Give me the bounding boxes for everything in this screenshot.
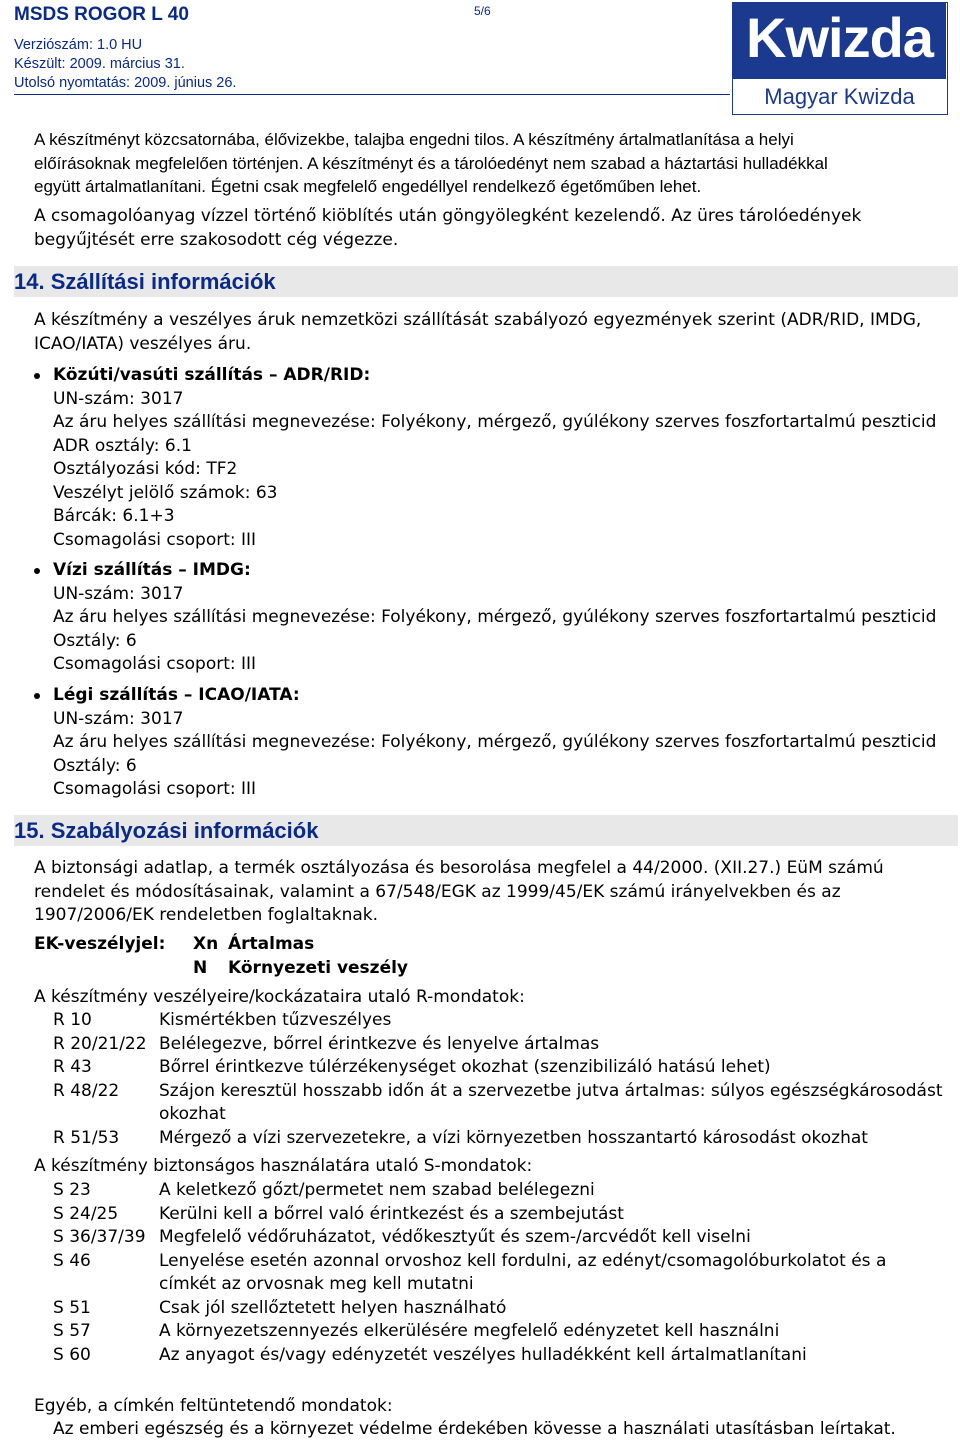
bullet-icon — [34, 373, 40, 379]
packing-group: Csomagolási csoport: III — [53, 654, 257, 674]
r-phrase-text: Belélegezve, bőrrel érintkezve és lenyelve ártalmas — [159, 1033, 600, 1054]
section-14-header — [14, 266, 958, 297]
hazard-symbol-text: Ártalmas — [228, 934, 315, 954]
logo-brand-text: Kwizda — [746, 6, 933, 69]
road-transport-block — [34, 364, 947, 552]
version-number: Verziószám: 1.0 HU — [14, 37, 143, 53]
document-title: MSDS ROGOR L 40 — [14, 4, 189, 25]
s-phrase-text: Az anyagot és/vagy edényzetét veszélyes hulladékként kell ártalmatlanítani — [159, 1344, 807, 1365]
section-15-header — [14, 815, 958, 846]
section-15-title: 15. Szabályozási információk — [14, 818, 319, 843]
transport-class: Osztály: 6 — [53, 630, 137, 651]
text-line: előírásoknak megfelelően történjen. A készítményt és a tárolóedényt nem szabad a háztartási hulladékkal — [34, 153, 828, 173]
disposal-paragraph — [34, 128, 947, 199]
text-line: A csomagolóanyag vízzel történő kiöblítés után göngyölegként kezelendő. Az üres tárolóedények — [34, 206, 862, 226]
s-phrase-text: Csak jól szellőztetett helyen használható — [159, 1297, 507, 1318]
text-line: címkét az orvosnak meg kell mutatni — [159, 1274, 474, 1294]
page-number: 5/6 — [474, 4, 491, 18]
r-phrase-code: R 51/53 — [53, 1127, 120, 1148]
road-transport-heading: Közúti/vasúti szállítás – ADR/RID: — [53, 365, 371, 385]
r-phrase-code: R 48/22 — [53, 1080, 120, 1101]
hazard-symbol-code: N — [193, 958, 208, 978]
logo-subtitle: Magyar Kwizda — [764, 84, 915, 109]
other-label-statements-heading: Egyéb, a címkén feltüntetendő mondatok: — [34, 1396, 393, 1416]
text-line: Lenyelése esetén azonnal orvoshoz kell fordulni, az edényt/csomagolóburkolatot és a — [159, 1250, 887, 1271]
r-phrase-text: Bőrrel érintkezve túlérzékenységet okozhat (szenzibilizáló hatású lehet) — [159, 1057, 771, 1077]
r-phrase-code: R 43 — [53, 1057, 92, 1077]
s-phrases-intro: A készítmény biztonságos használatára utaló S-mondatok: — [34, 1156, 533, 1176]
page-header — [0, 0, 960, 120]
text-line: A készítmény a veszélyes áruk nemzetközi szállítását szabályozó egyezmények szerint (ADR/RID, IMDG, — [34, 310, 922, 330]
water-transport-heading: Vízi szállítás – IMDG: — [53, 560, 251, 580]
s-phrase-code: S 46 — [53, 1250, 91, 1271]
r-phrase-text — [159, 1080, 947, 1127]
s-phrase-text: A keletkező gőzt/permetet nem szabad belélegezni — [159, 1180, 595, 1200]
s-phrase-code: S 24/25 — [53, 1203, 119, 1224]
hazard-symbol-text: Környezeti veszély — [228, 958, 409, 978]
shipping-name: Az áru helyes szállítási megnevezése: Folyékony, mérgező, gyúlékony szerves foszfortartalmú peszticid — [53, 732, 937, 752]
text-line: ICAO/IATA) veszélyes áru. — [34, 333, 252, 354]
labels: Bárcák: 6.1+3 — [53, 506, 175, 526]
bullet-icon — [34, 568, 40, 574]
un-number: UN-szám: 3017 — [53, 388, 184, 409]
s-phrase-code: S 60 — [53, 1344, 91, 1365]
classification-code: Osztályozási kód: TF2 — [53, 459, 238, 479]
hazard-symbol-code: Xn — [193, 934, 219, 954]
header-divider — [14, 94, 730, 95]
air-transport-heading: Légi szállítás – ICAO/IATA: — [53, 685, 300, 705]
s-phrase-text: Megfelelő védőruházatot, védőkesztyűt és szem-/arcvédőt kell viselni — [159, 1227, 751, 1247]
packaging-paragraph — [34, 205, 947, 252]
text-line: Szájon keresztül hosszabb időn át a szervezetbe jutva ártalmas: súlyos egészségkárosodást — [159, 1080, 943, 1101]
r-phrases-intro: A készítmény veszélyeire/kockázataira utaló R-mondatok: — [34, 987, 525, 1007]
packing-group: Csomagolási csoport: III — [53, 529, 257, 550]
r-phrase-code: R 10 — [53, 1010, 92, 1030]
regulatory-paragraph — [34, 857, 947, 928]
kwizda-logo — [732, 2, 948, 115]
s-phrase-code: S 57 — [53, 1321, 91, 1341]
text-line: rendelet és módosításainak, valamint a 67/548/EGK az 1999/45/EK számú irányelvekben és az — [34, 881, 841, 902]
text-line: okozhat — [159, 1104, 226, 1124]
hazard-numbers: Veszélyt jelölő számok: 63 — [53, 482, 278, 503]
un-number: UN-szám: 3017 — [53, 708, 184, 729]
bullet-icon — [34, 693, 40, 699]
un-number: UN-szám: 3017 — [53, 583, 184, 604]
s-phrase-code: S 23 — [53, 1180, 91, 1200]
adr-class: ADR osztály: 6.1 — [53, 435, 192, 456]
text-line: 1907/2006/EK rendeletben foglaltaknak. — [34, 905, 379, 925]
text-line: együtt ártalmatlanítani. Égetni csak megfelelő engedéllyel rendelkező égetőműben lehet. — [34, 177, 702, 196]
s-phrase-text: A környezetszennyezés elkerülésére megfelelő edényzetet kell használni — [159, 1321, 780, 1341]
s-phrase-code: S 36/37/39 — [53, 1227, 146, 1247]
text-line: A készítményt közcsatornába, élővizekbe, talajba engedni tilos. A készítmény ártalmatlanítása a helyi — [34, 130, 794, 149]
section-14-title: 14. Szállítási információk — [14, 269, 276, 294]
packing-group: Csomagolási csoport: III — [53, 779, 257, 799]
air-transport-block — [34, 684, 947, 802]
created-date: Készült: 2009. március 31. — [14, 56, 185, 72]
water-transport-block — [34, 559, 947, 677]
s-phrase-text — [159, 1250, 947, 1297]
r-phrase-code: R 20/21/22 — [53, 1033, 147, 1054]
other-label-statement: Az emberi egészség és a környezet védelme érdekében kövesse a használati utasításban leírtakat. — [53, 1419, 896, 1439]
text-line: begyűjtését erre szakosodott cég végezze. — [34, 229, 399, 250]
transport-class: Osztály: 6 — [53, 755, 137, 776]
text-line: A biztonsági adatlap, a termék osztályozása és besorolása megfelel a 44/2000. (XII.27.) EüM számú — [34, 858, 884, 878]
s-phrase-code: S 51 — [53, 1297, 91, 1318]
transport-intro — [34, 309, 947, 356]
shipping-name: Az áru helyes szállítási megnevezése: Folyékony, mérgező, gyúlékony szerves foszfortartalmú peszticid — [53, 412, 937, 432]
r-phrase-text: Mérgező a vízi szervezetekre, a vízi környezetben hosszantartó károsodást okozhat — [159, 1127, 868, 1148]
last-printed-date: Utolsó nyomtatás: 2009. június 26. — [14, 75, 237, 91]
r-phrase-text: Kismértékben tűzveszélyes — [159, 1010, 392, 1030]
shipping-name: Az áru helyes szállítási megnevezése: Folyékony, mérgező, gyúlékony szerves foszfortartalmú peszticid — [53, 607, 937, 627]
ek-hazard-label: EK-veszélyjel: — [34, 934, 166, 954]
s-phrase-text: Kerülni kell a bőrrel való érintkezést és a szembejutást — [159, 1203, 624, 1224]
